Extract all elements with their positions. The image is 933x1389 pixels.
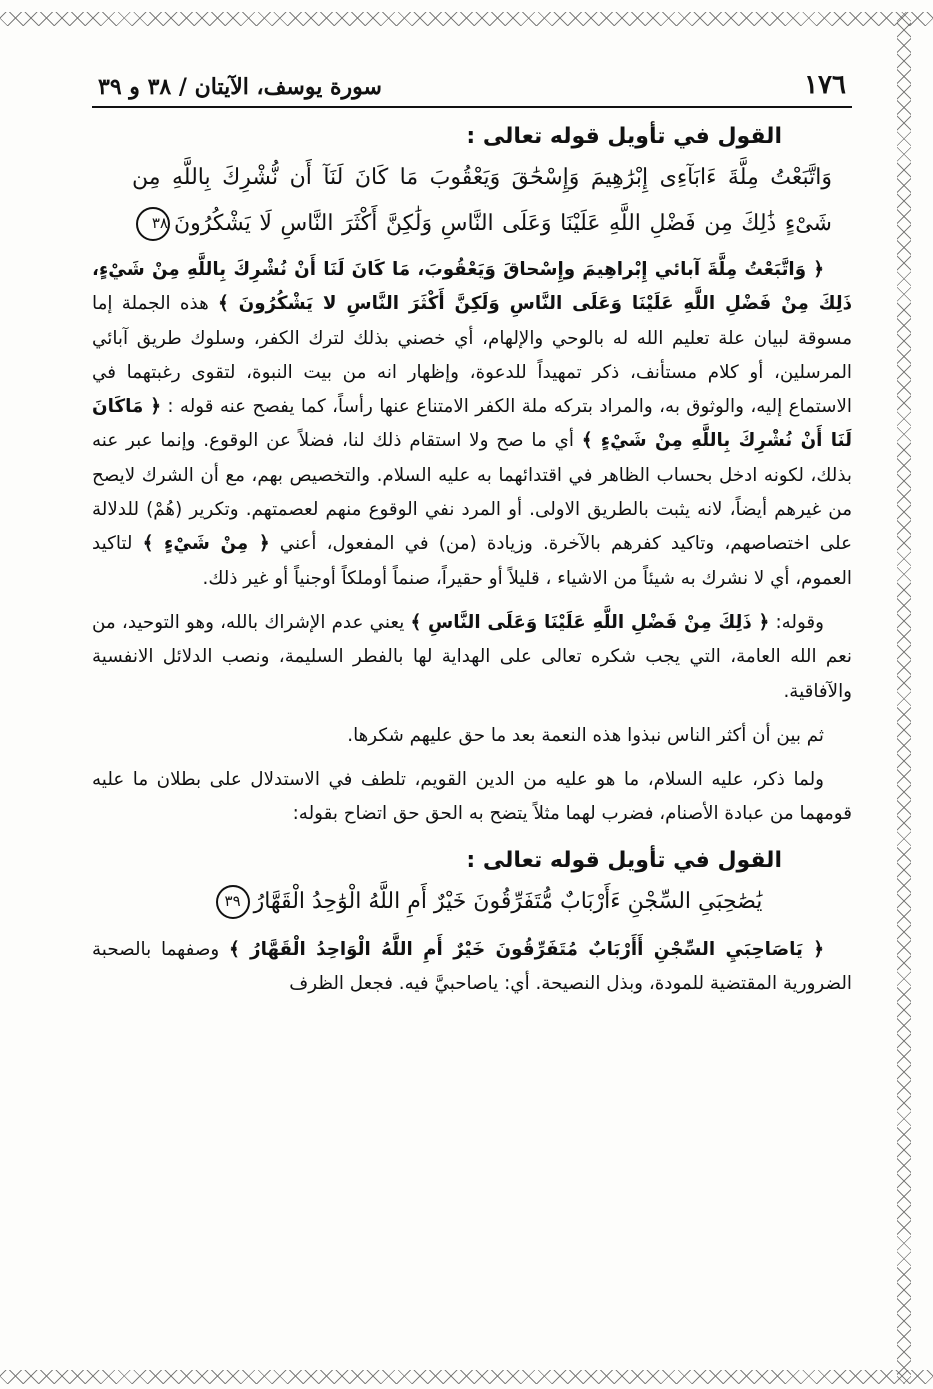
page-header — [92, 58, 852, 108]
running-title: سورة يوسف، الآيتان / ٣٨ و ٣٩ — [98, 74, 382, 100]
quoted-verse: ﴿ يَاصَاحِبَيِ السِّجْنِ أَأَرْبَابٌ مُتَفَرِّقُونَ خَيْرٌ أَمِ اللَّهُ الْوَاحِدُ الْقَهَّارُ ﴾ — [228, 938, 824, 960]
verse-line-2 — [132, 201, 832, 247]
quoted-verse: ﴿ مَاكَانَ لَنَا أَنْ نُشْرِكَ بِاللَّهِ مِنْ شَيْءٍ ﴾ — [92, 396, 852, 452]
decorative-border-right — [897, 12, 911, 1384]
commentary-paragraph — [92, 933, 852, 1002]
commentary-paragraph — [92, 253, 852, 596]
commentary-text: وقوله: — [769, 611, 824, 633]
commentary-text: هذه الجملة إما مسوقة لبيان علة تعليم الله له بالوحي والإلهام، أي خصني بذلك لترك الكفر، وسلوك طريق آبائي المرسلين، أو كلام مستأنف، ذكر تمهيداً للدعوة، وإظهار انه من بيت النبوة، لتقوى رغبتهما في الاستماع إليه، والوثوق به، والمراد بتركه ملة الكفر الامتناع عنها رأساً، كما يفصح عنه قوله : — [92, 293, 852, 418]
verse-text: يَٰصَٰحِبَىِ السِّجْنِ ءَأَرْبَابٌ مُّتَفَرِّقُونَ خَيْرٌ أَمِ اللَّهُ الْوَٰحِدُ الْقَهَّارُ — [253, 888, 763, 914]
commentary-text: لتاكيد العموم، أي لا نشرك به شيئاً من الاشياء ، قليلاً أو حقيراً، صنماً أوملكاً أوجنياً أو غير ذلك. — [92, 533, 852, 589]
commentary-paragraph — [92, 606, 852, 709]
section-heading-2: القول في تأويل قوله تعالى : — [466, 847, 782, 873]
commentary-paragraph: ولما ذكر، عليه السلام، ما هو عليه من الدين القويم، تلطف في الاستدلال على بطلان ما عليه قومهما من عبادة الأصنام، فضرب لهما مثلاً يتضح به الحق حق اتضاح بقوله: — [92, 769, 852, 825]
verse-line-1: وَاتَّبَعْتُ مِلَّةَ ءَابَآءِى إِبْرَٰهِيمَ وَإِسْحَٰقَ وَيَعْقُوبَ مَا كَانَ لَنَآ أَن نُّشْرِكَ بِاللَّهِ مِن — [132, 165, 832, 190]
section-heading-1: القول في تأويل قوله تعالى : — [466, 124, 782, 149]
quoted-verse: ﴿ ذَلِكَ مِنْ فَضْلِ اللَّهِ عَلَيْنَا وَعَلَى النَّاسِ ﴾ — [410, 611, 770, 633]
commentary-paragraph: ثم بين أن أكثر الناس نبذوا هذه النعمة بعد ما حق عليهم شكرها. — [347, 724, 824, 746]
decorative-border-bottom — [0, 1370, 933, 1384]
quoted-verse: ﴿ وَاتَّبَعْتُ مِلَّةَ آبائي إِبْراهِيمَ وإِسْحاقَ وَيَعْقُوبَ، مَا كَانَ لَنَا أَنْ نُشْرِكَ بِاللَّهِ مِنْ شَيْءٍ، ذَلِكَ مِنْ فَضْلِ اللَّهِ عَلَيْنَا وَعَلَى النَّاسِ وَلَكِنَّ أَكْثَرَ النَّاسِ لا يَشْكُرُونَ ﴾ — [92, 259, 852, 315]
quoted-verse: ﴿ مِنْ شَيْءٍ ﴾ — [142, 533, 270, 555]
verse-line — [152, 879, 822, 925]
book-page — [92, 58, 852, 1358]
commentary-text: يعني عدم الإشراك بالله، وهو التوحيد، من نعم الله العامة، التي يجب شكره تعالى على الهداية لها بالفطر السليمة، ونصب الدلائل الانفسية والآفاقية. — [92, 611, 852, 702]
decorative-border-top — [0, 12, 933, 26]
verse-line-2-text: شَىْءٍ ذَٰلِكَ مِن فَضْلِ اللَّهِ عَلَيْنَا وَعَلَى النَّاسِ وَلَٰكِنَّ أَكْثَرَ النَّاسِ لَا يَشْكُرُونَ — [174, 211, 832, 236]
ayah-number-badge: ٣٨ — [136, 207, 170, 241]
commentary-text: أي ما صح ولا استقام ذلك لنا، فضلاً عن الوقوع. وإنما عبر عنه بذلك، لكونه ادخل بحساب الظاهر في اقتدائهما به عليه السلام. والتخصيص بهم، مع أن الشرك لايصح من غيرهم أيضاً، لانه يثبت بالطريق الاولى. أو المرد نفي الوقوع منهم لعصمتهم. وتكرير (هُمْ) للدلالة على اختصاصهم، وتاكيد كفرهم بالآخرة. وزيادة (من) في المفعول، أعني — [92, 430, 852, 555]
page-number: ١٧٦ — [804, 70, 846, 100]
ayah-number-badge: ٣٩ — [216, 885, 250, 919]
commentary-text: وصفهما بالصحبة الضرورية المقتضية للمودة، وبذل النصيحة. أي: ياصاحبيَّ فيه. فجعل الظرف — [92, 938, 852, 995]
